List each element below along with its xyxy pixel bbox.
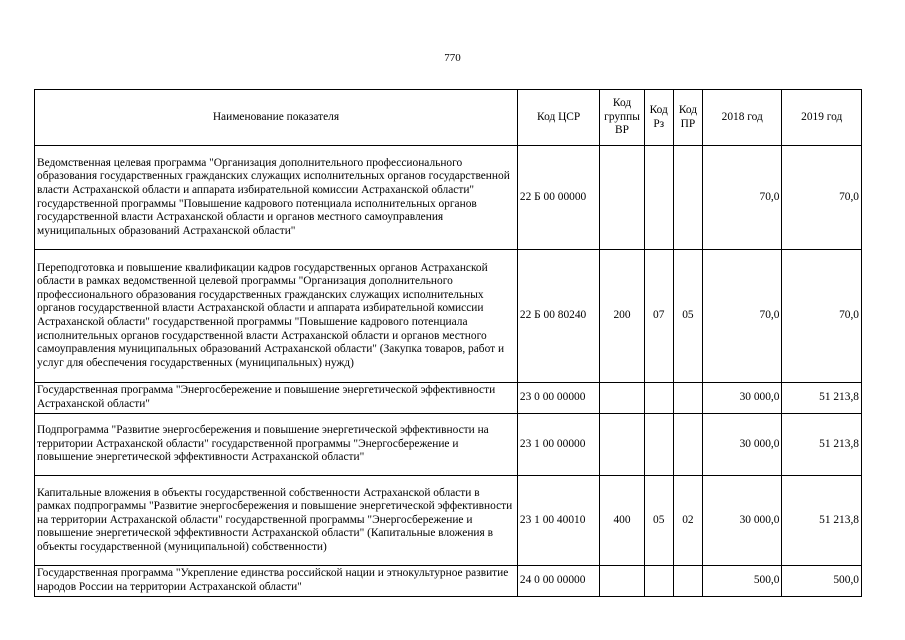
row-csr: 22 Б 00 00000 xyxy=(517,146,599,250)
row-pr xyxy=(673,414,702,476)
row-pr xyxy=(673,146,702,250)
row-name: Государственная программа "Энергосбережение и повышение энергетической эффективности Астраханской области" xyxy=(35,383,518,414)
row-2018: 30 000,0 xyxy=(703,476,782,566)
row-rz: 05 xyxy=(644,476,673,566)
table-row xyxy=(35,476,862,566)
row-2019: 500,0 xyxy=(782,566,862,597)
row-rz xyxy=(644,383,673,414)
table-row xyxy=(35,566,862,597)
row-vr xyxy=(600,566,644,597)
row-2019: 70,0 xyxy=(782,146,862,250)
row-vr xyxy=(600,146,644,250)
header-rz: Код Рз xyxy=(644,90,673,146)
row-2019: 51 213,8 xyxy=(782,414,862,476)
table-row xyxy=(35,414,862,476)
row-2018: 30 000,0 xyxy=(703,414,782,476)
row-csr: 23 0 00 00000 xyxy=(517,383,599,414)
row-pr xyxy=(673,383,702,414)
row-name: Государственная программа "Укрепление единства российской нации и этнокультурное развитие народов России на территории Астраханской области" xyxy=(35,566,518,597)
row-vr: 200 xyxy=(600,250,644,383)
header-2018: 2018 год xyxy=(703,90,782,146)
row-2019: 70,0 xyxy=(782,250,862,383)
row-vr xyxy=(600,383,644,414)
row-2019: 51 213,8 xyxy=(782,476,862,566)
row-name: Капитальные вложения в объекты государственной собственности Астраханской области в рамках подпрограммы "Развитие энергосбережения и повышение энергетической эффективности на территории Астраханской области" государственной программы "Энергосбережение и повышение энергетической эффективности Астраханской области" (Капитальные вложения в объекты государственной (муниципальной) собственности) xyxy=(35,476,518,566)
row-vr: 400 xyxy=(600,476,644,566)
row-rz xyxy=(644,146,673,250)
row-2019: 51 213,8 xyxy=(782,383,862,414)
row-csr: 23 1 00 40010 xyxy=(517,476,599,566)
row-csr: 23 1 00 00000 xyxy=(517,414,599,476)
table-row xyxy=(35,250,862,383)
row-pr xyxy=(673,566,702,597)
row-pr: 05 xyxy=(673,250,702,383)
row-2018: 70,0 xyxy=(703,146,782,250)
table-row xyxy=(35,383,862,414)
row-rz xyxy=(644,414,673,476)
row-name: Ведомственная целевая программа "Организация дополнительного профессионального образования государственных гражданских служащих исполнительных органов государственной власти Астраханской области и аппарата избирательной комиссии Астраханской области" государственной программы "Повышение кадрового потенциала исполнительных органов государственной власти Астраханской области и органов местного самоуправления муниципальных образований Астраханской области" xyxy=(35,146,518,250)
table-row xyxy=(35,146,862,250)
row-vr xyxy=(600,414,644,476)
header-2019: 2019 год xyxy=(782,90,862,146)
header-vr: Код группы ВР xyxy=(600,90,644,146)
row-2018: 30 000,0 xyxy=(703,383,782,414)
row-csr: 22 Б 00 80240 xyxy=(517,250,599,383)
header-pr: Код ПР xyxy=(673,90,702,146)
row-name: Подпрограмма "Развитие энергосбережения и повышение энергетической эффективности на территории Астраханской области" государственной программы "Энергосбережение и повышение энергетической эффективности Астраханской области" xyxy=(35,414,518,476)
header-name: Наименование показателя xyxy=(35,90,518,146)
row-pr: 02 xyxy=(673,476,702,566)
budget-table xyxy=(34,89,862,597)
row-2018: 70,0 xyxy=(703,250,782,383)
row-name: Переподготовка и повышение квалификации кадров государственных органов Астраханской области в рамках ведомственной целевой программы "Организация дополнительного профессионального образования государственных гражданских служащих исполнительных органов государственной власти Астраханской области и аппарата избирательной комиссии Астраханской области" государственной программы "Повышение кадрового потенциала исполнительных органов государственной власти Астраханской области и органов местного самоуправления муниципальных образований Астраханской области" (Закупка товаров, работ и услуг для обеспечения государственных (муниципальных) нужд) xyxy=(35,250,518,383)
table-header-row xyxy=(35,90,862,146)
row-rz: 07 xyxy=(644,250,673,383)
page-number: 770 xyxy=(444,52,461,64)
row-csr: 24 0 00 00000 xyxy=(517,566,599,597)
row-2018: 500,0 xyxy=(703,566,782,597)
row-rz xyxy=(644,566,673,597)
header-csr: Код ЦСР xyxy=(517,90,599,146)
